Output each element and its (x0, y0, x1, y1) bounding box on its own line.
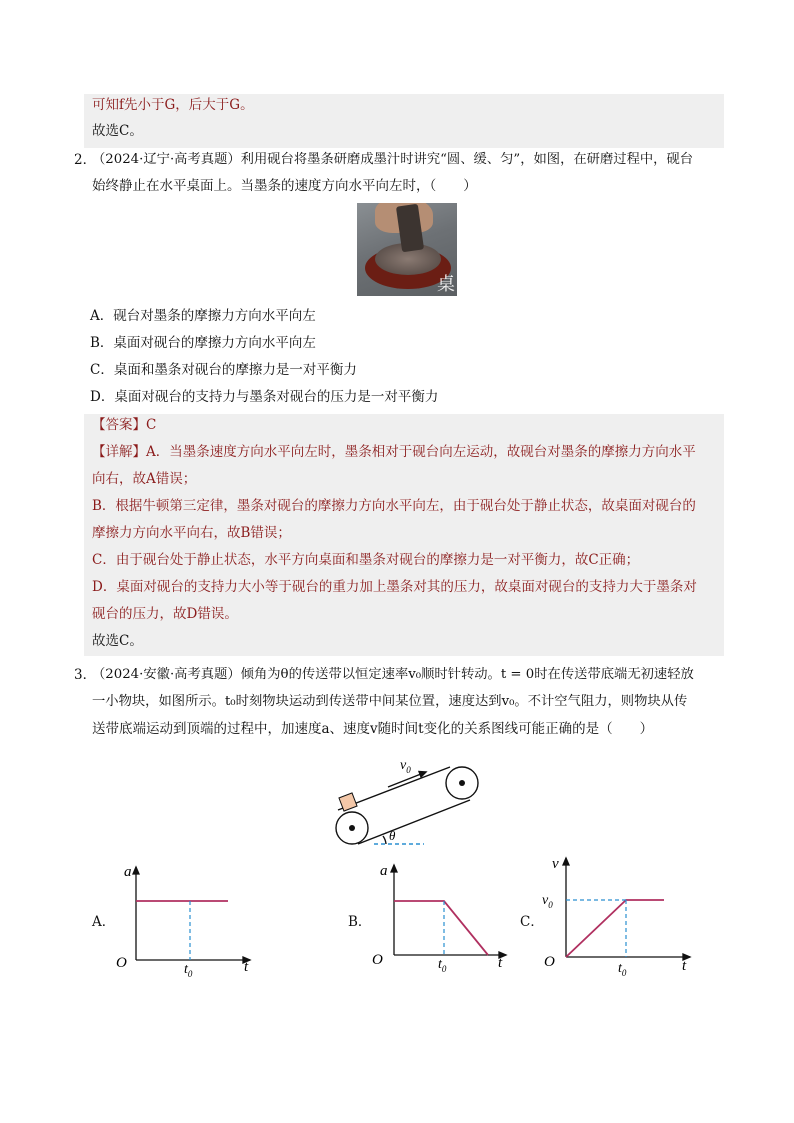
question-stem-line2: 始终静止在水平桌面上。当墨条的速度方向水平向左时，（ ） (92, 178, 477, 194)
bottom-pulley-axle (349, 825, 355, 831)
detail-line5: C．由于砚台处于静止状态，水平方向桌面和墨条对砚台的摩擦力是一对平衡力，故C正确； (92, 552, 640, 568)
detail-line2: 向右，故A错误； (92, 471, 197, 487)
graph-a (110, 855, 260, 980)
question-stem-line1: （2024·安徽·高考真题）倾角为θ的传送带以恒定速率v₀顺时针转动。t = 0时在传送带底端无初速轻放 (92, 667, 694, 682)
question-stem-line2: 一小物块，如图所示。t₀时刻物块运动到传送带中间某位置，速度达到v₀。不计空气阻力，则物块从传 (92, 694, 688, 709)
option-a: A．砚台对墨条的摩擦力方向水平向左 (90, 308, 316, 324)
question-stem-line3: 送带底端运动到顶端的过程中，加速度a、速度v随时间t变化的关系图线可能正确的是（ ） (92, 721, 654, 737)
x-axis-label: t (498, 955, 503, 971)
origin-label: O (116, 955, 127, 971)
t0-tick-label: $t_0$ (618, 961, 627, 978)
y-axis-label: a (380, 863, 388, 879)
y-arrowhead (391, 865, 397, 872)
belt-bottom-edge (358, 800, 470, 844)
t0-tick-label: $t_0$ (184, 962, 193, 979)
detail-text: A．当墨条速度方向水平向左时，墨条相对于砚台向左运动，故砚台对墨条的摩擦力方向水平 (146, 444, 696, 460)
top-pulley-axle (459, 780, 465, 786)
option-b: B．桌面对砚台的摩擦力方向水平向左 (90, 335, 316, 351)
x-axis-label: t (244, 959, 249, 975)
y-axis-label: v (552, 856, 559, 872)
conveyor-belt-figure (328, 752, 488, 852)
angle-label: θ (389, 828, 396, 843)
question-number: 3． (74, 667, 97, 683)
curve-segment (394, 901, 488, 955)
question-stem-line1: （2024·辽宁·高考真题）利用砚台将墨条研磨成墨汁时讲究“圆、缓、匀”，如图，在研磨过程中，砚台 (92, 152, 694, 167)
graph-a-option: A． (92, 914, 116, 930)
inkstone-photo (357, 203, 457, 296)
graph-c-option: C． (520, 914, 544, 930)
detail-line1 (92, 442, 696, 462)
graph-b-option: B． (348, 914, 372, 930)
speed-label: $v_0$ (400, 758, 411, 775)
prev-solution-line2: 故选C。 (92, 123, 143, 139)
x-axis-label: t (682, 958, 687, 974)
question-number: 2． (74, 152, 97, 168)
v0-tick-label: $v_0$ (542, 893, 553, 910)
detail-line4: 摩擦力方向水平向右，故B错误； (92, 525, 291, 541)
detail-line7: 砚台的压力，故D错误。 (92, 606, 238, 622)
y-arrowhead (563, 858, 569, 865)
option-c: C．桌面和墨条对砚台的摩擦力是一对平衡力 (90, 362, 357, 378)
origin-label: O (544, 954, 555, 970)
curve-segment (566, 900, 664, 957)
graph-c (540, 852, 700, 982)
detail-line6: D．桌面对砚台的支持力大小等于砚台的重力加上墨条对其的压力，故桌面对砚台的支持力大于墨条对 (92, 579, 697, 595)
prev-solution-line1: 可知f先小于G，后大于G。 (92, 97, 254, 113)
detail-label: 【详解】 (92, 444, 146, 460)
angle-arc (383, 836, 386, 844)
graph-b (368, 855, 518, 980)
detail-line3: B．根据牛顿第三定律，墨条对砚台的摩擦力方向水平向左，由于砚台处于静止状态，故桌面对砚台的 (92, 498, 696, 514)
photo-label: 桌 (437, 274, 455, 295)
y-arrowhead (133, 867, 139, 874)
y-axis-label: a (124, 864, 132, 880)
option-d: D．桌面对砚台的支持力与墨条对砚台的压力是一对平衡力 (90, 389, 439, 405)
t0-tick-label: $t_0$ (438, 957, 447, 974)
detail-line8: 故选C。 (92, 633, 143, 649)
origin-label: O (372, 952, 383, 968)
answer-label: 【答案】C (92, 417, 157, 433)
